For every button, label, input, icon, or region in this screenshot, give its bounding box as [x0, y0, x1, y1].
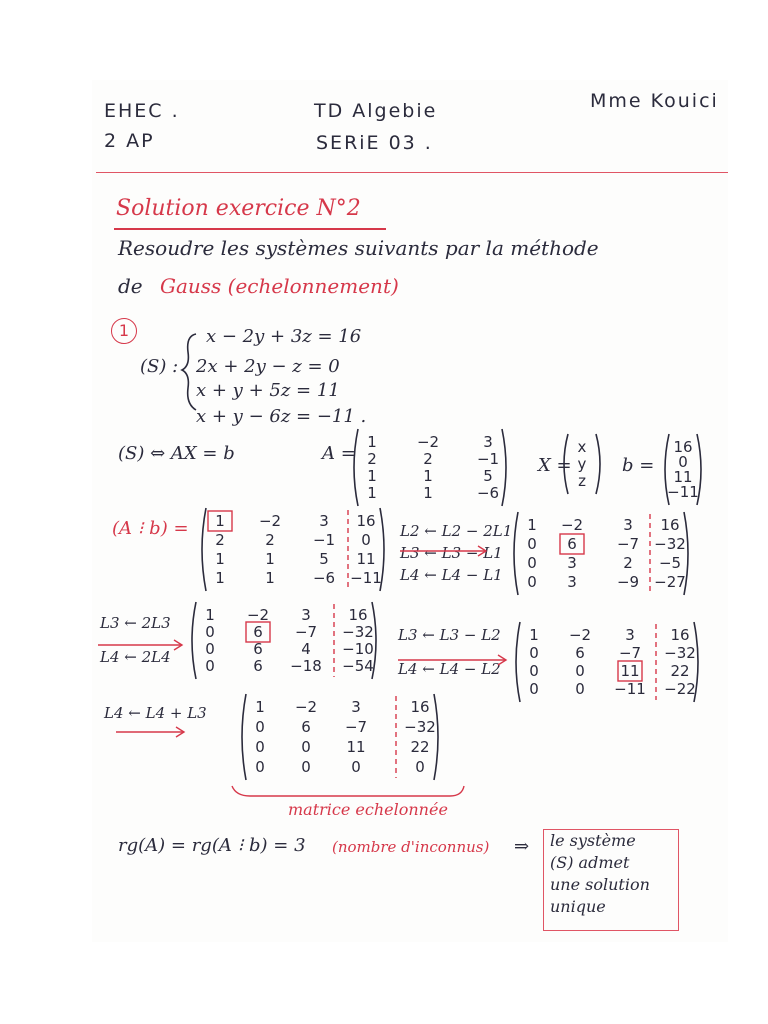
vector-x-label: X =: [538, 455, 572, 476]
matrix-a-cell-0-1: −2: [416, 433, 440, 451]
matrix-aug-4-cell-0-2: 3: [351, 698, 361, 716]
matrix-aug-1-cell-0-2: 3: [623, 516, 633, 534]
matrix-a-cell-3-0: 1: [367, 484, 377, 502]
matrix-aug-3-cell-0-2: 3: [625, 626, 635, 644]
matrix-aug-2-cell-2-1: 6: [253, 640, 263, 658]
matrix-a-cell-2-1: 1: [423, 467, 433, 485]
teacher-name: Mme Kouici: [590, 90, 719, 112]
instruction-line-2-prefix: de: [118, 274, 143, 298]
matrix-aug-0-cell-3-0: 1: [215, 569, 225, 587]
matrix-aug-2-cell-2-3: −10: [342, 640, 374, 658]
matrix-aug-1-cell-1-0: 0: [527, 535, 537, 553]
matrix-aug-4-cell-0-0: 1: [255, 698, 265, 716]
matrix-aug-2-cell-2-2: 4: [301, 640, 311, 658]
rank-note: (nombre d'inconnus): [332, 838, 490, 856]
matrix-aug-0-cell-1-2: −1: [312, 531, 336, 549]
vector-b-cell-0: 16: [673, 438, 693, 456]
series-number: SERiE 03 .: [316, 132, 433, 154]
matrix-a-left-bracket: [354, 429, 358, 506]
matrix-aug-1-cell-1-2: −7: [616, 535, 640, 553]
question-number: 1: [111, 318, 137, 344]
matrix-aug-0-left-bracket: [202, 508, 206, 591]
matrix-aug-3-cell-2-3: 22: [670, 662, 690, 680]
matrix-aug-3-cell-0-1: −2: [568, 626, 592, 644]
matrix-equivalence: (S) ⇔ AX = b: [118, 443, 235, 464]
matrix-aug-2-cell-0-3: 16: [348, 606, 368, 624]
vector-x-cell-0: x: [577, 438, 587, 456]
system-brace: [182, 334, 196, 410]
matrix-aug-4-right-bracket: [434, 694, 438, 780]
matrix-a-cell-3-1: 1: [423, 484, 433, 502]
vector-b-cell-2: 11: [673, 468, 693, 486]
matrix-aug-1-left-bracket: [514, 512, 518, 595]
matrix-aug-4-cell-2-0: 0: [255, 738, 265, 756]
matrix-a-cell-3-2: −6: [476, 484, 500, 502]
matrix-aug-4-cell-1-1: 6: [301, 718, 311, 736]
conclusion-line-3: une solution: [550, 875, 650, 894]
vector-x-cell-1: y: [577, 455, 587, 473]
vector-x-right-bracket: [596, 434, 600, 494]
vector-x-cell-2: z: [578, 472, 586, 490]
matrix-aug-4-cell-2-2: 11: [346, 738, 366, 756]
matrix-aug-4-cell-2-3: 22: [410, 738, 430, 756]
matrix-aug-0-cell-0-3: 16: [356, 512, 376, 530]
ops1-1: L3 ← L3 − L1: [400, 544, 503, 562]
matrix-aug-4-cell-3-3: 0: [415, 758, 425, 776]
equation-3: x + y + 5z = 11: [196, 380, 340, 401]
vector-b-label: b =: [622, 455, 655, 476]
gauss-method: Gauss (echelonnement): [160, 274, 399, 298]
matrix-aug-2-cell-3-0: 0: [205, 657, 215, 675]
matrix-aug-4-cell-0-3: 16: [410, 698, 430, 716]
matrix-aug-0-cell-2-3: 11: [356, 550, 376, 568]
matrix-aug-3-cell-1-3: −32: [664, 644, 696, 662]
matrix-aug-1-cell-1-1: 6: [567, 535, 577, 553]
matrix-aug-4-cell-3-1: 0: [301, 758, 311, 776]
matrix-a-cell-1-2: −1: [476, 450, 500, 468]
matrix-aug-0-cell-3-1: 1: [265, 569, 275, 587]
equation-1: x − 2y + 3z = 16: [206, 326, 362, 347]
ops2-1: L4 ← 2L4: [100, 648, 171, 666]
ops1-0: L2 ← L2 − 2L1: [400, 522, 513, 540]
matrix-a-right-bracket: [502, 429, 506, 506]
echelon-label: matrice echelonnée: [288, 800, 448, 819]
matrix-aug-1-cell-3-2: −9: [616, 573, 640, 591]
matrix-aug-3-cell-3-1: 0: [575, 680, 585, 698]
matrix-aug-0-cell-1-3: 0: [361, 531, 371, 549]
class-level: 2 AP: [104, 130, 155, 152]
matrix-aug-3-cell-2-0: 0: [529, 662, 539, 680]
matrix-aug-1-cell-2-2: 2: [623, 554, 633, 572]
matrix-aug-4-left-bracket: [242, 694, 246, 780]
instruction-line-1: Resoudre les systèmes suivants par la méthode: [118, 236, 599, 260]
matrix-aug-0-cell-3-3: −11: [350, 569, 382, 587]
matrix-a-cell-1-0: 2: [367, 450, 377, 468]
ops4-0: L4 ← L4 + L3: [104, 704, 207, 722]
matrix-aug-2-cell-0-1: −2: [246, 606, 270, 624]
matrix-aug-1-cell-0-1: −2: [560, 516, 584, 534]
conclusion-line-2: (S) admet: [550, 853, 630, 872]
matrix-aug-3-cell-0-3: 16: [670, 626, 690, 644]
matrix-aug-0-cell-0-0: 1: [215, 512, 225, 530]
vector-b-cell-1: 0: [678, 453, 688, 471]
matrix-aug-1-cell-0-0: 1: [527, 516, 537, 534]
matrix-aug-0-cell-2-2: 5: [319, 550, 329, 568]
matrix-aug-2-cell-1-3: −32: [342, 623, 374, 641]
matrix-aug-2-cell-0-0: 1: [205, 606, 215, 624]
conclusion-line-1: le système: [550, 831, 636, 850]
school-name: EHEC .: [104, 100, 180, 122]
matrix-aug-1-cell-3-1: 3: [567, 573, 577, 591]
matrix-aug-2-cell-1-2: −7: [294, 623, 318, 641]
matrix-aug-1-cell-0-3: 16: [660, 516, 680, 534]
matrix-aug-2-cell-1-1: 6: [253, 623, 263, 641]
matrix-aug-1-cell-2-3: −5: [658, 554, 682, 572]
equation-2: 2x + 2y − z = 0: [196, 356, 340, 377]
ops2-0: L3 ← 2L3: [100, 614, 171, 632]
matrix-aug-1-cell-3-3: −27: [654, 573, 686, 591]
matrix-aug-1-cell-3-0: 0: [527, 573, 537, 591]
matrix-aug-0-cell-3-2: −6: [312, 569, 336, 587]
matrix-aug-0-cell-2-0: 1: [215, 550, 225, 568]
matrix-a-cell-0-2: 3: [483, 433, 493, 451]
matrix-aug-1-cell-2-1: 3: [567, 554, 577, 572]
matrix-aug-2-left-bracket: [192, 602, 196, 679]
system-label: (S) :: [140, 356, 179, 377]
matrix-aug-0-cell-1-0: 2: [215, 531, 225, 549]
ops3-0: L3 ← L3 − L2: [398, 626, 501, 644]
matrix-aug-3-cell-3-2: −11: [614, 680, 646, 698]
vector-b-cell-3: −11: [667, 483, 699, 501]
matrix-aug-0-cell-1-1: 2: [265, 531, 275, 549]
matrix-a-cell-2-0: 1: [367, 467, 377, 485]
matrix-aug-3-cell-2-1: 0: [575, 662, 585, 680]
ops1-2: L4 ← L4 − L1: [400, 566, 503, 584]
matrix-aug-3-cell-3-0: 0: [529, 680, 539, 698]
matrix-aug-2-cell-3-2: −18: [290, 657, 322, 675]
matrix-aug-4-cell-3-0: 0: [255, 758, 265, 776]
augmented-label: (A ⁝ b) =: [112, 518, 189, 539]
matrix-aug-0-cell-2-1: 1: [265, 550, 275, 568]
implies-arrow: ⇒: [514, 836, 530, 857]
matrix-a-cell-1-1: 2: [423, 450, 433, 468]
matrix-aug-3-cell-1-1: 6: [575, 644, 585, 662]
matrix-a-label: A =: [322, 443, 356, 464]
matrix-aug-2-cell-3-1: 6: [253, 657, 263, 675]
echelon-brace: [232, 786, 464, 796]
matrix-a-cell-2-2: 5: [483, 467, 493, 485]
matrix-a-cell-0-0: 1: [367, 433, 377, 451]
matrix-aug-4-cell-2-1: 0: [301, 738, 311, 756]
matrix-aug-3-cell-1-0: 0: [529, 644, 539, 662]
conclusion-line-4: unique: [550, 897, 606, 916]
matrix-aug-4-cell-1-3: −32: [404, 718, 436, 736]
matrix-aug-3-cell-2-2: 11: [620, 662, 640, 680]
matrix-aug-4-cell-1-0: 0: [255, 718, 265, 736]
matrix-aug-3-left-bracket: [516, 622, 520, 702]
matrix-aug-0-cell-0-1: −2: [258, 512, 282, 530]
matrix-aug-4-cell-3-2: 0: [351, 758, 361, 776]
matrix-aug-0-cell-0-2: 3: [319, 512, 329, 530]
matrix-aug-1-cell-1-3: −32: [654, 535, 686, 553]
conclusion-box: [543, 829, 679, 931]
equation-4: x + y − 6z = −11 .: [196, 406, 367, 427]
matrix-aug-2-cell-1-0: 0: [205, 623, 215, 641]
matrix-aug-2-cell-3-3: −54: [342, 657, 374, 675]
matrix-aug-3-cell-1-2: −7: [618, 644, 642, 662]
matrix-aug-2-cell-2-0: 0: [205, 640, 215, 658]
rank-equation: rg(A) = rg(A ⁝ b) = 3: [118, 835, 306, 856]
matrix-aug-3-cell-0-0: 1: [529, 626, 539, 644]
vector-x-left-bracket: [564, 434, 568, 494]
course-title: TD Algebie: [314, 100, 438, 122]
ops3-1: L4 ← L4 − L2: [398, 660, 501, 678]
matrix-aug-3-cell-3-3: −22: [664, 680, 696, 698]
matrix-aug-4-cell-0-1: −2: [294, 698, 318, 716]
matrix-aug-4-cell-1-2: −7: [344, 718, 368, 736]
matrix-aug-2-cell-0-2: 3: [301, 606, 311, 624]
matrix-aug-1-cell-2-0: 0: [527, 554, 537, 572]
exercise-title: Solution exercice N°2: [116, 196, 361, 221]
